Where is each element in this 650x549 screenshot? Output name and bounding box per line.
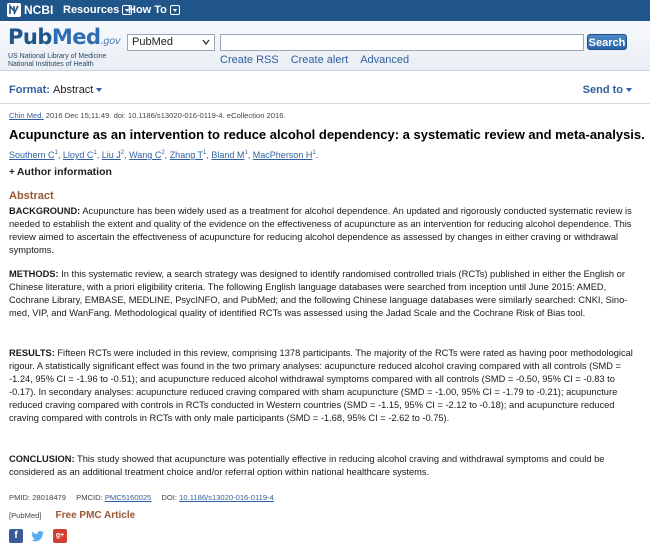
section-label: CONCLUSION:	[9, 454, 75, 464]
pmcid-label: PMCID:	[76, 493, 103, 502]
twitter-icon[interactable]	[31, 529, 45, 543]
author-link[interactable]: Lloyd $C^1$	[62, 150, 97, 160]
ncbi-logo[interactable]	[7, 3, 53, 17]
format-bar	[0, 84, 650, 98]
citation-details: 2016 Dec 15;11:49. doi: 10.1186/s13020-016-0119-4. eCollection 2016.	[43, 111, 286, 120]
facebook-icon[interactable]: f	[9, 529, 23, 543]
social-share	[9, 529, 67, 543]
doi-link[interactable]: 10.1186/s13020-016-0119-4	[179, 493, 274, 502]
chevron-down-icon	[202, 38, 210, 46]
author-link[interactable]: Liu $J^2$	[101, 150, 125, 160]
format-selector[interactable]	[9, 84, 102, 96]
create-alert-link[interactable]: Create alert	[290, 54, 349, 66]
how-to-menu[interactable]	[128, 4, 180, 16]
chevron-down-icon	[626, 88, 632, 92]
section-label: BACKGROUND:	[9, 206, 81, 216]
abstract-conclusion	[9, 453, 644, 479]
section-text: In this systematic review, a search strategy was designed to identify randomised controlled trials (RCTs) published in either the English or Chinese literature, with a priori eligibility criteria. The following English language databases were searched from inception until June 2015: AMED, Cochrane Library, EMBASE, MEDLINE, PsycINFO, and PubMed; and the following Chinese language databases were similarly searched: CNKI, Sino-med, VIP, and WanFang. Methodological quality of identified RCTs was assessed using the Jadad Scale and the Cochrane Risk of Bias tool.	[9, 269, 628, 318]
section-text: Fifteen RCTs were included in this review, comprising 1378 participants. The majority of the RCTs were rated as having poor methodological rigour. A statistically significant effect was found in the two primary analyses: acupuncture reduced alcohol craving compared with all controls (SMD = -1.24, 95% CI = -1.96 to -0.51); and acupuncture reduced alcohol withdrawal symptoms compared with all controls (SMD = -0.50, 95% CI = -0.83 to -0.17). In secondary analyses: acupuncture reduced craving compared with sham acupuncture (SMD = -1.00, 95% CI = -1.79 to -0.21); acupuncture reduced craving compared with controls in RCTs conducted in Western countries (SMD = -1.15, 95% CI = -2.12 to -0.18); and acupuncture reduced craving compared with controls in RCTs with only male participants (SMD = -1.68, 95% CI = -2.62 to -0.75).	[9, 348, 633, 423]
resources-menu[interactable]	[63, 4, 132, 16]
section-label: RESULTS:	[9, 348, 55, 358]
free-article-row	[9, 510, 135, 521]
logo-subtitle-2: National Institutes of Health	[8, 61, 94, 68]
how-to-label: How To	[128, 4, 167, 16]
pmid: PMID: 28018479	[9, 493, 66, 502]
abstract-methods	[9, 268, 644, 320]
source-tag: [PubMed]	[9, 511, 42, 520]
identifier-line	[9, 493, 274, 502]
pubmed-logo[interactable]	[8, 25, 121, 69]
author-list: Southern $C^1$, Lloyd $C^1$, Liu $J^2$, Wang $C^2$, Zhang $T^1$, Bland $M^1$, MacPherson $H^1$.	[9, 150, 319, 160]
ncbi-logo-icon	[7, 3, 21, 17]
advanced-link[interactable]: Advanced	[360, 54, 410, 66]
send-to-menu[interactable]	[583, 84, 632, 96]
doi-label: DOI:	[161, 493, 178, 502]
logo-pub: Pub	[8, 25, 52, 49]
author-link[interactable]: Zhang $T^1$	[169, 150, 207, 160]
logo-med: Med	[51, 25, 101, 49]
section-text: Acupuncture has been widely used as a treatment for alcohol dependence. An updated and rigorously conducted systematic review is needed to establish the extent and quality of the evidence on the effectiveness of acupuncture as an intervention for reducing alcohol dependence. This review aimed to ascertain the effectiveness of acupuncture for reducing alcohol dependence as assessed by changes in either craving or withdrawal symptoms.	[9, 206, 632, 255]
database-selected-value: PubMed	[132, 36, 173, 48]
create-rss-link[interactable]: Create RSS	[220, 54, 279, 66]
pubmed-header	[0, 21, 650, 71]
resources-label: Resources	[63, 4, 120, 16]
plus-icon: +	[9, 167, 15, 178]
free-pmc-article-link[interactable]: Free PMC Article	[55, 510, 136, 521]
author-link[interactable]: MacPherson $H^1$	[252, 150, 316, 160]
format-label: Format:	[9, 84, 50, 96]
ncbi-topbar	[0, 0, 650, 21]
search-button[interactable]: Search	[587, 34, 627, 50]
divider	[0, 103, 650, 104]
citation-line	[9, 111, 286, 120]
pubmed-wordmark	[8, 25, 121, 53]
format-value: Abstract	[53, 84, 94, 96]
abstract-heading: Abstract	[9, 190, 54, 202]
logo-subtitle-1: US National Library of Medicine	[8, 53, 107, 60]
ncbi-label: NCBI	[24, 3, 54, 17]
section-text: This study showed that acupuncture was potentially effective in reducing alcohol craving and withdrawal symptoms and could be considered as an additional treatment choice and/or referral option within national healthcare systems.	[9, 454, 605, 477]
author-information-toggle[interactable]	[9, 166, 112, 178]
journal-link[interactable]: Chin Med.	[9, 111, 44, 120]
send-to-label: Send to	[582, 84, 623, 96]
author-information-label: Author information	[16, 166, 112, 178]
abstract-background	[9, 205, 644, 257]
abstract-results	[9, 347, 644, 424]
author-link[interactable]: Wang $C^2$	[129, 150, 165, 160]
google-plus-icon[interactable]: g+	[53, 529, 67, 543]
database-select[interactable]	[127, 34, 215, 51]
pmcid-link[interactable]: PMC5160025	[104, 493, 152, 502]
chevron-down-icon	[170, 5, 180, 15]
search-input[interactable]	[220, 34, 584, 51]
author-link[interactable]: Bland $M^1$	[211, 150, 248, 160]
author-link[interactable]: Southern $C^1$	[9, 150, 58, 160]
section-label: METHODS:	[9, 269, 59, 279]
logo-gov: .gov	[100, 36, 121, 47]
chevron-down-icon	[96, 88, 102, 92]
search-links	[220, 54, 409, 66]
article-title: Acupuncture as an intervention to reduce alcohol dependency: a systematic review and meta-analysis.	[9, 127, 645, 142]
